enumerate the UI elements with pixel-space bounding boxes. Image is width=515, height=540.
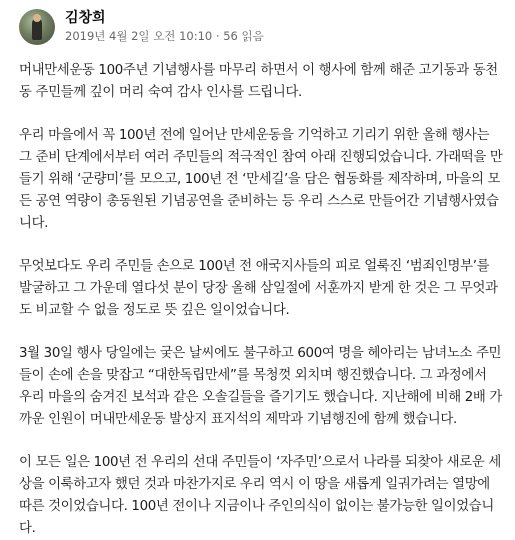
- author-name[interactable]: 김창희: [65, 10, 106, 26]
- post-paragraph-4: 3월 30일 행사 당일에는 궂은 날씨에도 불구하고 600여 명을 헤아리는 남녀노소 주민들이 손에 손을 맞잡고 “대한독립만세”를 목청껏 외치며 행진했습니다. 그 과정에서 우리 마을의 숨겨진 보석과 같은 오솔길들을 즐기기도 했습니다. 지난해에 비해 2배 가까운 인원이 머내만세운동 발상지 표지석의 제막과 기념행진에 함께 했습니다.: [19, 346, 502, 427]
- post-date[interactable]: 2019년 4월 2일 오전 10:10: [65, 29, 213, 43]
- post-paragraph-2: 우리 마을에서 꼭 100년 전에 일어난 만세운동을 기억하고 기리기 위한 올해 행사는 그 준비 단계에서부터 여러 주민들의 적극적인 참여 아래 진행되었습니다. 가래떡을 만들기 위해 ‘군량미’를 모으고, 100년 전 ‘만세길’을 담은 협동화를 제작하며, 마을의 모든 공연 역량이 총동원된 기념공연을 준비하는 등 우리 스스로 만들어간 기념행사였습니다.: [19, 128, 503, 231]
- post-header: [19, 6, 264, 48]
- post-meta: [65, 9, 264, 45]
- post-body: [19, 60, 503, 540]
- post-paragraph-3: 무엇보다도 우리 주민들 손으로 100년 전 애국지사들의 피로 얼룩진 ‘범죄인명부’를 발굴하고 그 가운데 열다섯 분이 당장 올해 삼일절에 서훈까지 받게 한 것은 그 무엇과도 비교할 수 없을 정도로 뜻 깊은 일이었습니다.: [19, 259, 498, 318]
- view-count: 56 읽음: [223, 29, 264, 43]
- post-paragraph-1: 머내만세운동 100주년 기념행사를 마무리 하면서 이 행사에 함께 해준 고기동과 동천동 주민들께 깊이 머리 숙여 감사 인사를 드립니다.: [19, 63, 498, 100]
- avatar-head: [33, 14, 41, 22]
- meta-separator: ·: [215, 29, 220, 43]
- avatar[interactable]: [19, 9, 55, 45]
- post-paragraph-5: 이 모든 일은 100년 전 우리의 선대 주민들이 ‘자주민’으로서 나라를 되찾아 새로운 세상을 이룩하고자 했던 것과 마찬가지로 우리 역시 이 땅을 새롭게 일궈가려는 열망에 따른 것이었습니다. 100년 전이나 지금이나 주인의식이 없이는 불가능한 일이었습니다.: [19, 455, 501, 536]
- post-subline: [65, 28, 264, 45]
